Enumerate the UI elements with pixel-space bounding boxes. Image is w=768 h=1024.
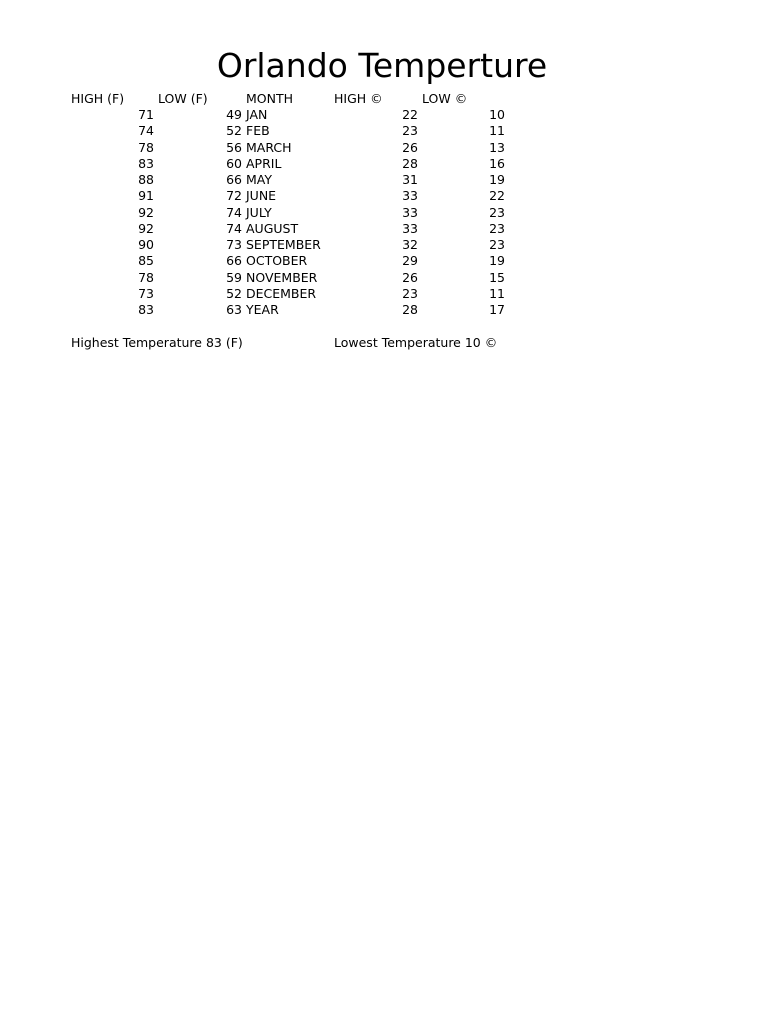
cell-low-c: 15	[489, 269, 505, 285]
cell-high-c: 22	[402, 107, 418, 122]
header-month: MONTH	[246, 91, 294, 106]
cell-month: AUGUST	[246, 220, 299, 236]
highest-temperature-note: Highest Temperature 83 (F)	[71, 335, 243, 350]
cell-high-f: 71	[138, 107, 154, 122]
cell-high-c: 28	[402, 302, 418, 317]
cell-low-c: 16	[489, 155, 505, 171]
cell-month: JAN	[246, 107, 268, 122]
cell-month: MARCH	[246, 139, 292, 155]
page-title: Orlando Temperture	[216, 46, 548, 85]
cell-low-f: 59	[226, 269, 242, 285]
cell-low-f: 73	[226, 237, 242, 252]
cell-high-c: 32	[402, 237, 418, 252]
cell-month: APRIL	[246, 155, 282, 171]
cell-high-c: 31	[402, 172, 418, 187]
cell-high-c: 26	[402, 269, 418, 285]
header-low-c: LOW ©	[422, 91, 468, 106]
cell-low-c: 11	[489, 123, 505, 139]
cell-high-f: 73	[138, 285, 154, 301]
header-low-f: LOW (F)	[158, 91, 208, 106]
lowest-temperature-note: Lowest Temperature 10 ©	[334, 335, 498, 350]
cell-low-f: 63	[226, 302, 242, 317]
header-high-c: HIGH ©	[334, 91, 383, 106]
cell-low-f: 66	[226, 253, 242, 269]
cell-high-f: 85	[138, 253, 154, 269]
cell-high-c: 33	[402, 188, 418, 204]
cell-low-f: 74	[226, 220, 242, 236]
cell-low-c: 23	[489, 220, 505, 236]
cell-month: JULY	[246, 204, 272, 220]
cell-month: NOVEMBER	[246, 269, 318, 285]
cell-low-c: 19	[489, 172, 505, 187]
cell-low-f: 74	[226, 204, 242, 220]
cell-low-c: 17	[489, 302, 505, 317]
cell-low-f: 66	[226, 172, 242, 187]
cell-low-c: 10	[489, 107, 505, 122]
cell-low-c: 19	[489, 253, 505, 269]
header-high-f: HIGH (F)	[71, 91, 125, 106]
cell-month: DECEMBER	[246, 285, 317, 301]
cell-high-f: 74	[138, 123, 154, 139]
cell-low-c: 22	[489, 188, 505, 204]
cell-low-c: 23	[489, 237, 505, 252]
cell-high-c: 23	[402, 285, 418, 301]
cell-low-f: 56	[226, 139, 242, 155]
cell-month: MAY	[246, 172, 273, 187]
cell-high-f: 78	[138, 269, 154, 285]
cell-month: JUNE	[246, 188, 277, 204]
cell-high-f: 92	[138, 204, 154, 220]
cell-month: FEB	[246, 123, 270, 139]
cell-month: SEPTEMBER	[246, 237, 321, 252]
cell-low-f: 52	[226, 285, 242, 301]
cell-high-c: 26	[402, 139, 418, 155]
cell-high-c: 33	[402, 204, 418, 220]
cell-high-f: 83	[138, 302, 154, 317]
cell-high-c: 23	[402, 123, 418, 139]
cell-low-f: 60	[226, 155, 242, 171]
cell-low-f: 52	[226, 123, 242, 139]
cell-high-f: 91	[138, 188, 154, 204]
cell-low-c: 11	[489, 285, 505, 301]
cell-high-c: 29	[402, 253, 418, 269]
cell-high-f: 83	[138, 155, 154, 171]
cell-high-c: 33	[402, 220, 418, 236]
cell-low-c: 13	[489, 139, 505, 155]
cell-high-c: 28	[402, 155, 418, 171]
cell-high-f: 92	[138, 220, 154, 236]
cell-low-f: 72	[226, 188, 242, 204]
cell-low-f: 49	[226, 107, 242, 122]
cell-high-f: 78	[138, 139, 154, 155]
cell-month: OCTOBER	[246, 253, 308, 269]
cell-high-f: 88	[138, 172, 154, 187]
cell-high-f: 90	[138, 237, 154, 252]
cell-month: YEAR	[246, 302, 279, 317]
cell-low-c: 23	[489, 204, 505, 220]
